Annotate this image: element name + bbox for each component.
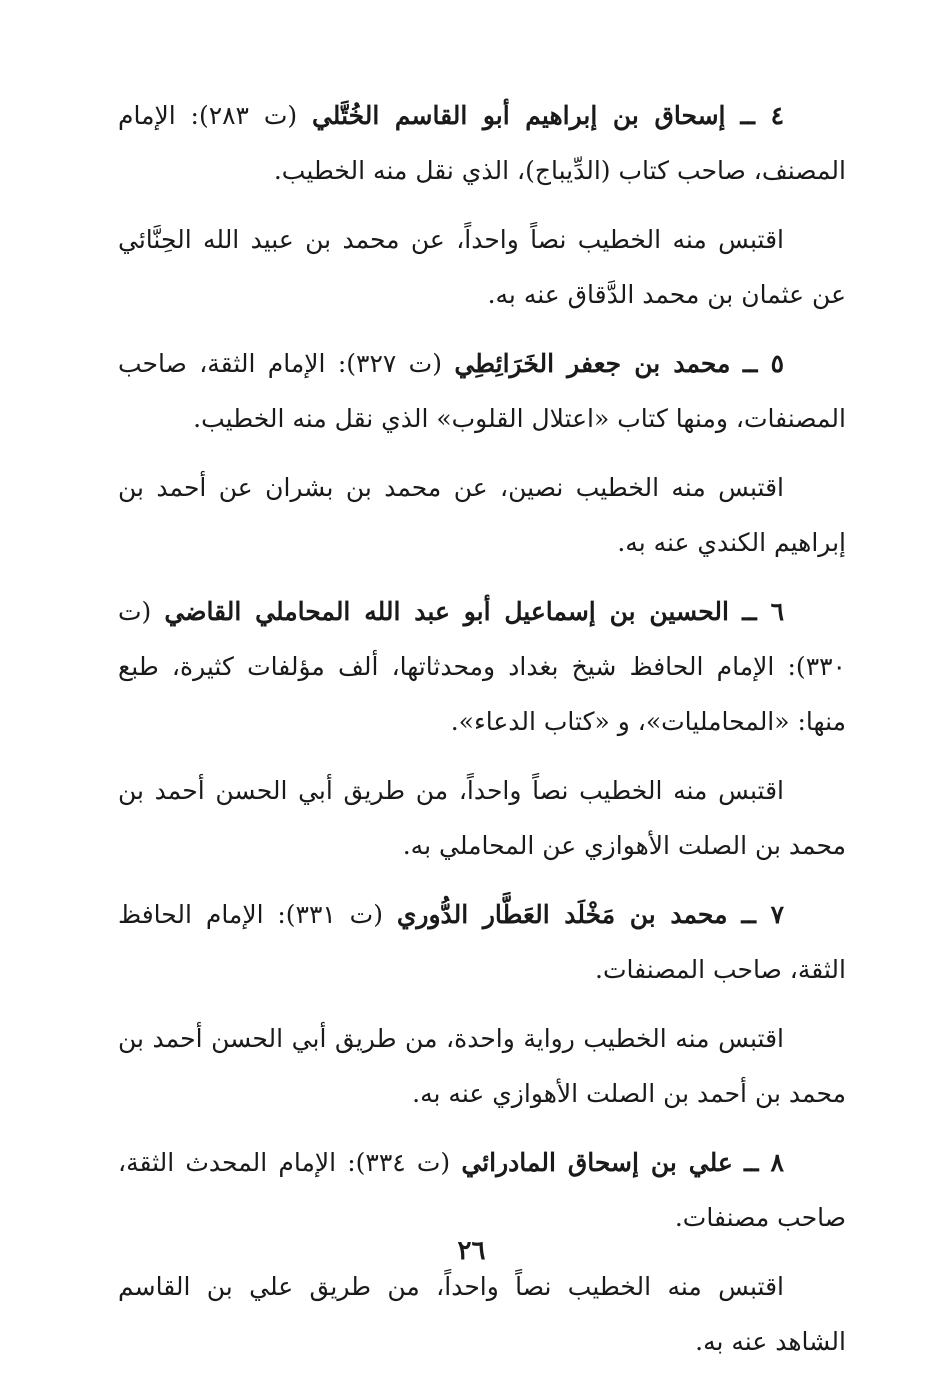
page-number: ٢٦: [457, 1236, 486, 1266]
entry-6-note: [118, 763, 846, 873]
entry-8-note-text: اقتبس منه الخطيب نصاً واحداً، من طريق علي بن القاسم الشاهد عنه به.: [118, 1272, 846, 1356]
entry-5-note: [118, 460, 846, 570]
entry-6-number: ٦ ــ: [742, 597, 784, 626]
entry-7-text: [118, 887, 846, 997]
entry-4: [118, 88, 846, 198]
entry-4-description: (ت ٢٨٣): الإمام المصنف، صاحب كتاب (الدِّيباج)، الذي نقل منه الخطيب.: [118, 101, 846, 185]
entry-6-name: الحسين بن إسماعيل أبو عبد الله المحاملي القاضي: [164, 597, 729, 626]
entry-4-note: [118, 212, 846, 322]
entry-5-description: (ت ٣٢٧): الإمام الثقة، صاحب المصنفات، ومنها كتاب «اعتلال القلوب» الذي نقل منه الخطيب.: [118, 349, 846, 433]
entry-8: [118, 1135, 846, 1245]
entry-8-number: ٨ ــ: [743, 1148, 784, 1177]
entry-7-name: محمد بن مَخْلَد العَطَّار الدُّوري: [396, 900, 728, 929]
entry-5-name: محمد بن جعفر الخَرَائِطِي: [454, 349, 731, 378]
entry-4-name: إسحاق بن إبراهيم أبو القاسم الخُتَّلي: [311, 101, 726, 130]
entry-8-text: [118, 1135, 846, 1245]
entry-6: [118, 584, 846, 749]
entry-6-text: [118, 584, 846, 749]
page-body: [118, 88, 846, 1383]
entry-5-number: ٥ ــ: [742, 349, 785, 378]
entry-4-number: ٤ ــ: [740, 101, 784, 130]
entry-8-note: [118, 1259, 846, 1369]
entry-7-number: ٧ ــ: [741, 900, 784, 929]
entry-8-name: علي بن إسحاق المادرائي: [461, 1148, 733, 1177]
entry-7-description: (ت ٣٣١): الإمام الحافظ الثقة، صاحب المصنفات.: [118, 900, 846, 984]
entry-7-note: [118, 1011, 846, 1121]
entry-7-note-text: اقتبس منه الخطيب رواية واحدة، من طريق أبي الحسن أحمد بن محمد بن أحمد بن الصلت الأهوازي عنه به.: [118, 1024, 846, 1108]
entry-4-note-text: اقتبس منه الخطيب نصاً واحداً، عن محمد بن عبيد الله الحِنَّائي عن عثمان بن محمد الدَّقاق عنه به.: [118, 225, 846, 309]
entry-5-text: [118, 336, 846, 446]
entry-5: [118, 336, 846, 446]
entry-8-description: (ت ٣٣٤): الإمام المحدث الثقة، صاحب مصنفات.: [118, 1148, 846, 1232]
entry-5-note-text: اقتبس منه الخطيب نصين، عن محمد بن بشران عن أحمد بن إبراهيم الكندي عنه به.: [118, 473, 846, 557]
entry-6-note-text: اقتبس منه الخطيب نصاً واحداً، من طريق أبي الحسن أحمد بن محمد بن الصلت الأهوازي عن المحاملي به.: [118, 776, 846, 860]
entry-4-text: [118, 88, 846, 198]
entry-6-description: (ت ٣٣٠): الإمام الحافظ شيخ بغداد ومحدثاتها، ألف مؤلفات كثيرة، طبع منها: «المحامليات»، و «كتاب الدعاء».: [118, 597, 846, 736]
entry-7: [118, 887, 846, 997]
